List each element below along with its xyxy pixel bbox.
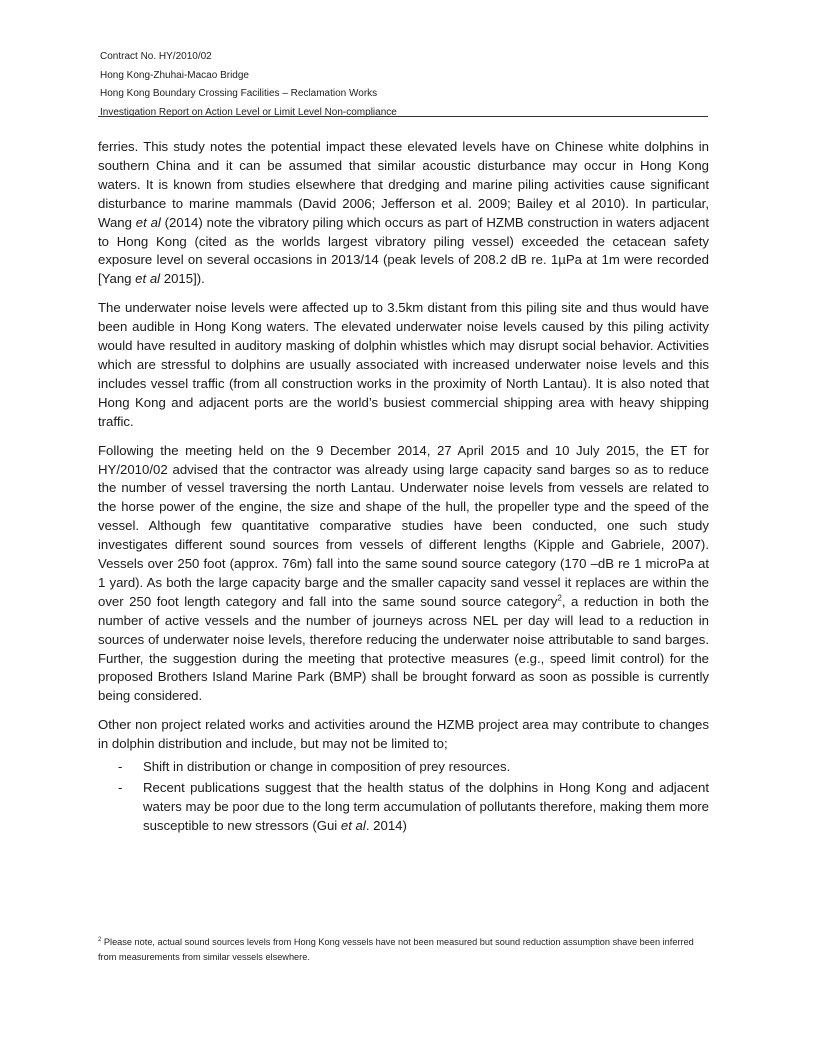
header-project-name: Hong Kong-Zhuhai-Macao Bridge — [100, 69, 249, 81]
paragraph-1: ferries. This study notes the potential impact these elevated levels have on Chinese white dolphins in southern China and it can be assumed that similar acoustic disturbance may occur in Hong Kong waters. It is known from studies elsewhere that dredging and marine piling activities cause significant disturbance to marine mammals (David 2006; Jefferson et al. 2009; Bailey et al 2010). In particular, Wang et al (2014) note the vibratory piling which occurs as part of HZMB construction in waters adjacent to Hong Kong (cited as the worlds largest vibratory piling vessel) exceeded the cetacean safety exposure level on several occasions in 2013/14 (peak levels of 208.2 dB re. 1µPa at 1m were recorded [Yang et al 2015]). — [98, 139, 709, 287]
footnote-reference: 2 — [557, 593, 562, 603]
header-divider — [98, 116, 708, 117]
footnote-marker: 2 — [98, 936, 102, 943]
footnote-text: Please note, actual sound sources levels from Hong Kong vessels have not been measured but sound reduction assumption shave been inferred from measurements from similar vessels elsewhere. — [98, 937, 694, 962]
paragraph-2: The underwater noise levels were affected up to 3.5km distant from this piling site and thus would have been audible in Hong Kong waters. The elevated underwater noise levels caused by this piling activity would have resulted in auditory masking of dolphin whistles which may disrupt social behavior. Activities which are stressful to dolphins are usually associated with increased underwater noise levels and this includes vessel traffic (from all construction works in the proximity of North Lantau). It is also noted that Hong Kong and adjacent ports are the world’s busiest commercial shipping area with heavy shipping traffic. — [98, 300, 709, 429]
document-body — [98, 138, 709, 838]
list-item: - Shift in distribution or change in composition of prey resources. — [98, 758, 709, 777]
header-works-name: Hong Kong Boundary Crossing Facilities – Reclamation Works — [100, 88, 378, 99]
footnote — [98, 935, 709, 965]
bullet-dash: - — [118, 759, 123, 775]
page-header — [100, 48, 708, 122]
header-contract-number: Contract No. HY/2010/02 — [100, 51, 212, 62]
bullet-list — [98, 758, 709, 836]
bullet-dash: - — [118, 780, 123, 795]
list-item: - Recent publications suggest that the health status of the dolphins in Hong Kong and adjacent waters may be poor due to the long term accumulation of pollutants therefore, making them more susceptible to new stressors (Gui et al. 2014) — [118, 780, 709, 833]
header-report-title: Investigation Report on Action Level or Limit Level Non-compliance — [100, 106, 397, 118]
paragraph-3: Following the meeting held on the 9 December 2014, 27 April 2015 and 10 July 2015, the ET for HY/2010/02 advised that the contractor was already using large capacity sand barges so as to reduce the number of vessel traversing the north Lantau. Underwater noise levels from vessels are related to the horse power of the engine, the size and shape of the hull, the propeller type and the speed of the vessel. Although few quantitative comparative studies have been conducted, one such study investigates different sound sources from vessels of different lengths (Kipple and Gabriele, 2007). Vessels over 250 foot (approx. 76m) fall into the same sound source category (170 –dB re 1 microPa at 1 yard). As both the large capacity barge and the smaller capacity sand vessel it replaces are within the over 250 foot length category and fall into the same sound source category$^2$, a reduction in both the number of active vessels and the number of journeys across NEL per day will lead to a reduction in sources of underwater noise levels, therefore reducing the underwater noise attributable to sand barges. Further, the suggestion during the meeting that protective measures (e.g., speed limit control) for the proposed Brothers Island Marine Park (BMP) shall be brought forward as soon as possible is currently being considered. — [98, 442, 709, 704]
paragraph-4: Other non project related works and activities around the HZMB project area may contribute to changes in dolphin distribution and include, but may not be limited to; — [98, 717, 709, 752]
